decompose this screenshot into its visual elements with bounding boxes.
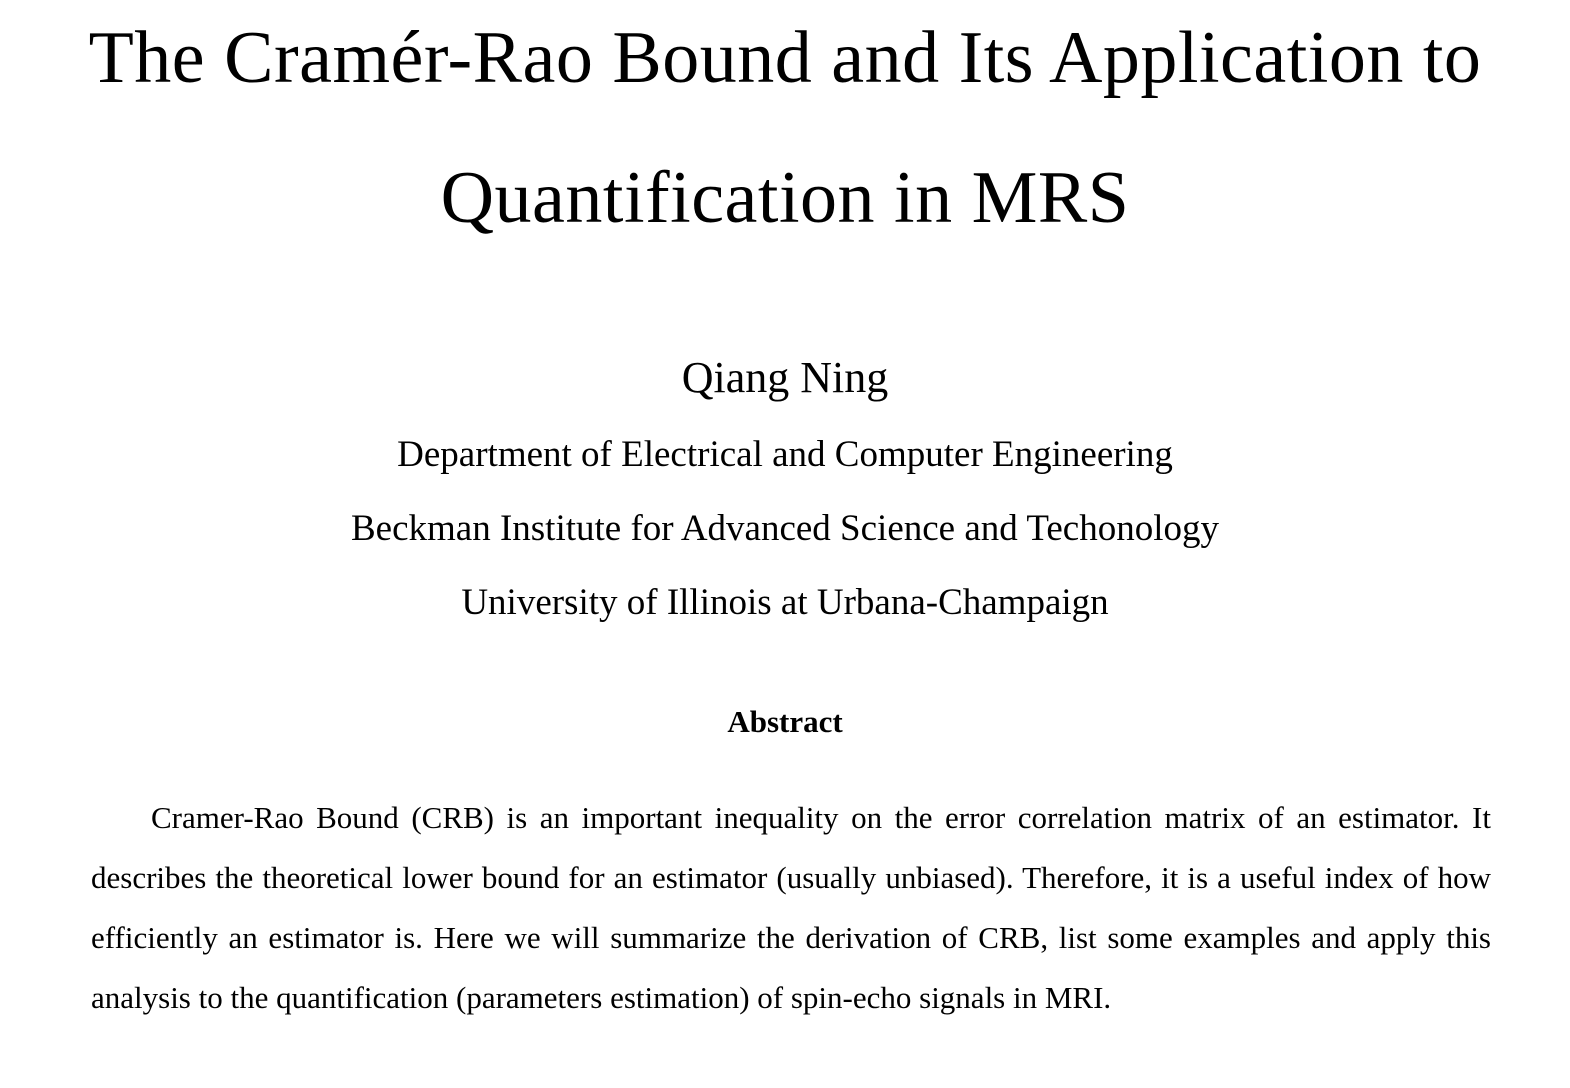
affiliation-department: Department of Electrical and Computer Engineering <box>397 434 1173 475</box>
title-line-1: The Cramér-Rao Bound and Its Application to <box>88 17 1482 99</box>
paper-title <box>0 0 1570 268</box>
affiliation-university: University of Illinois at Urbana-Champaign <box>461 582 1109 623</box>
affiliation-institute: Beckman Institute for Advanced Science and Techonology <box>350 508 1220 549</box>
author-name: Qiang Ning <box>681 353 889 402</box>
abstract-heading: Abstract <box>727 704 843 739</box>
abstract-text: Cramer-Rao Bound (CRB) is an important inequality on the error correlation matrix of an estimator. It describes the theoretical lower bound for an estimator (usually unbiased). Therefore, it is a useful index of how efficiently an estimator is. Here we will summarize the derivation of CRB, list some examples and apply this analysis to the quantification (parameters estimation) of spin-echo signals in MRI. <box>91 800 1491 1015</box>
title-line-2: Quantification in MRS <box>440 157 1130 239</box>
